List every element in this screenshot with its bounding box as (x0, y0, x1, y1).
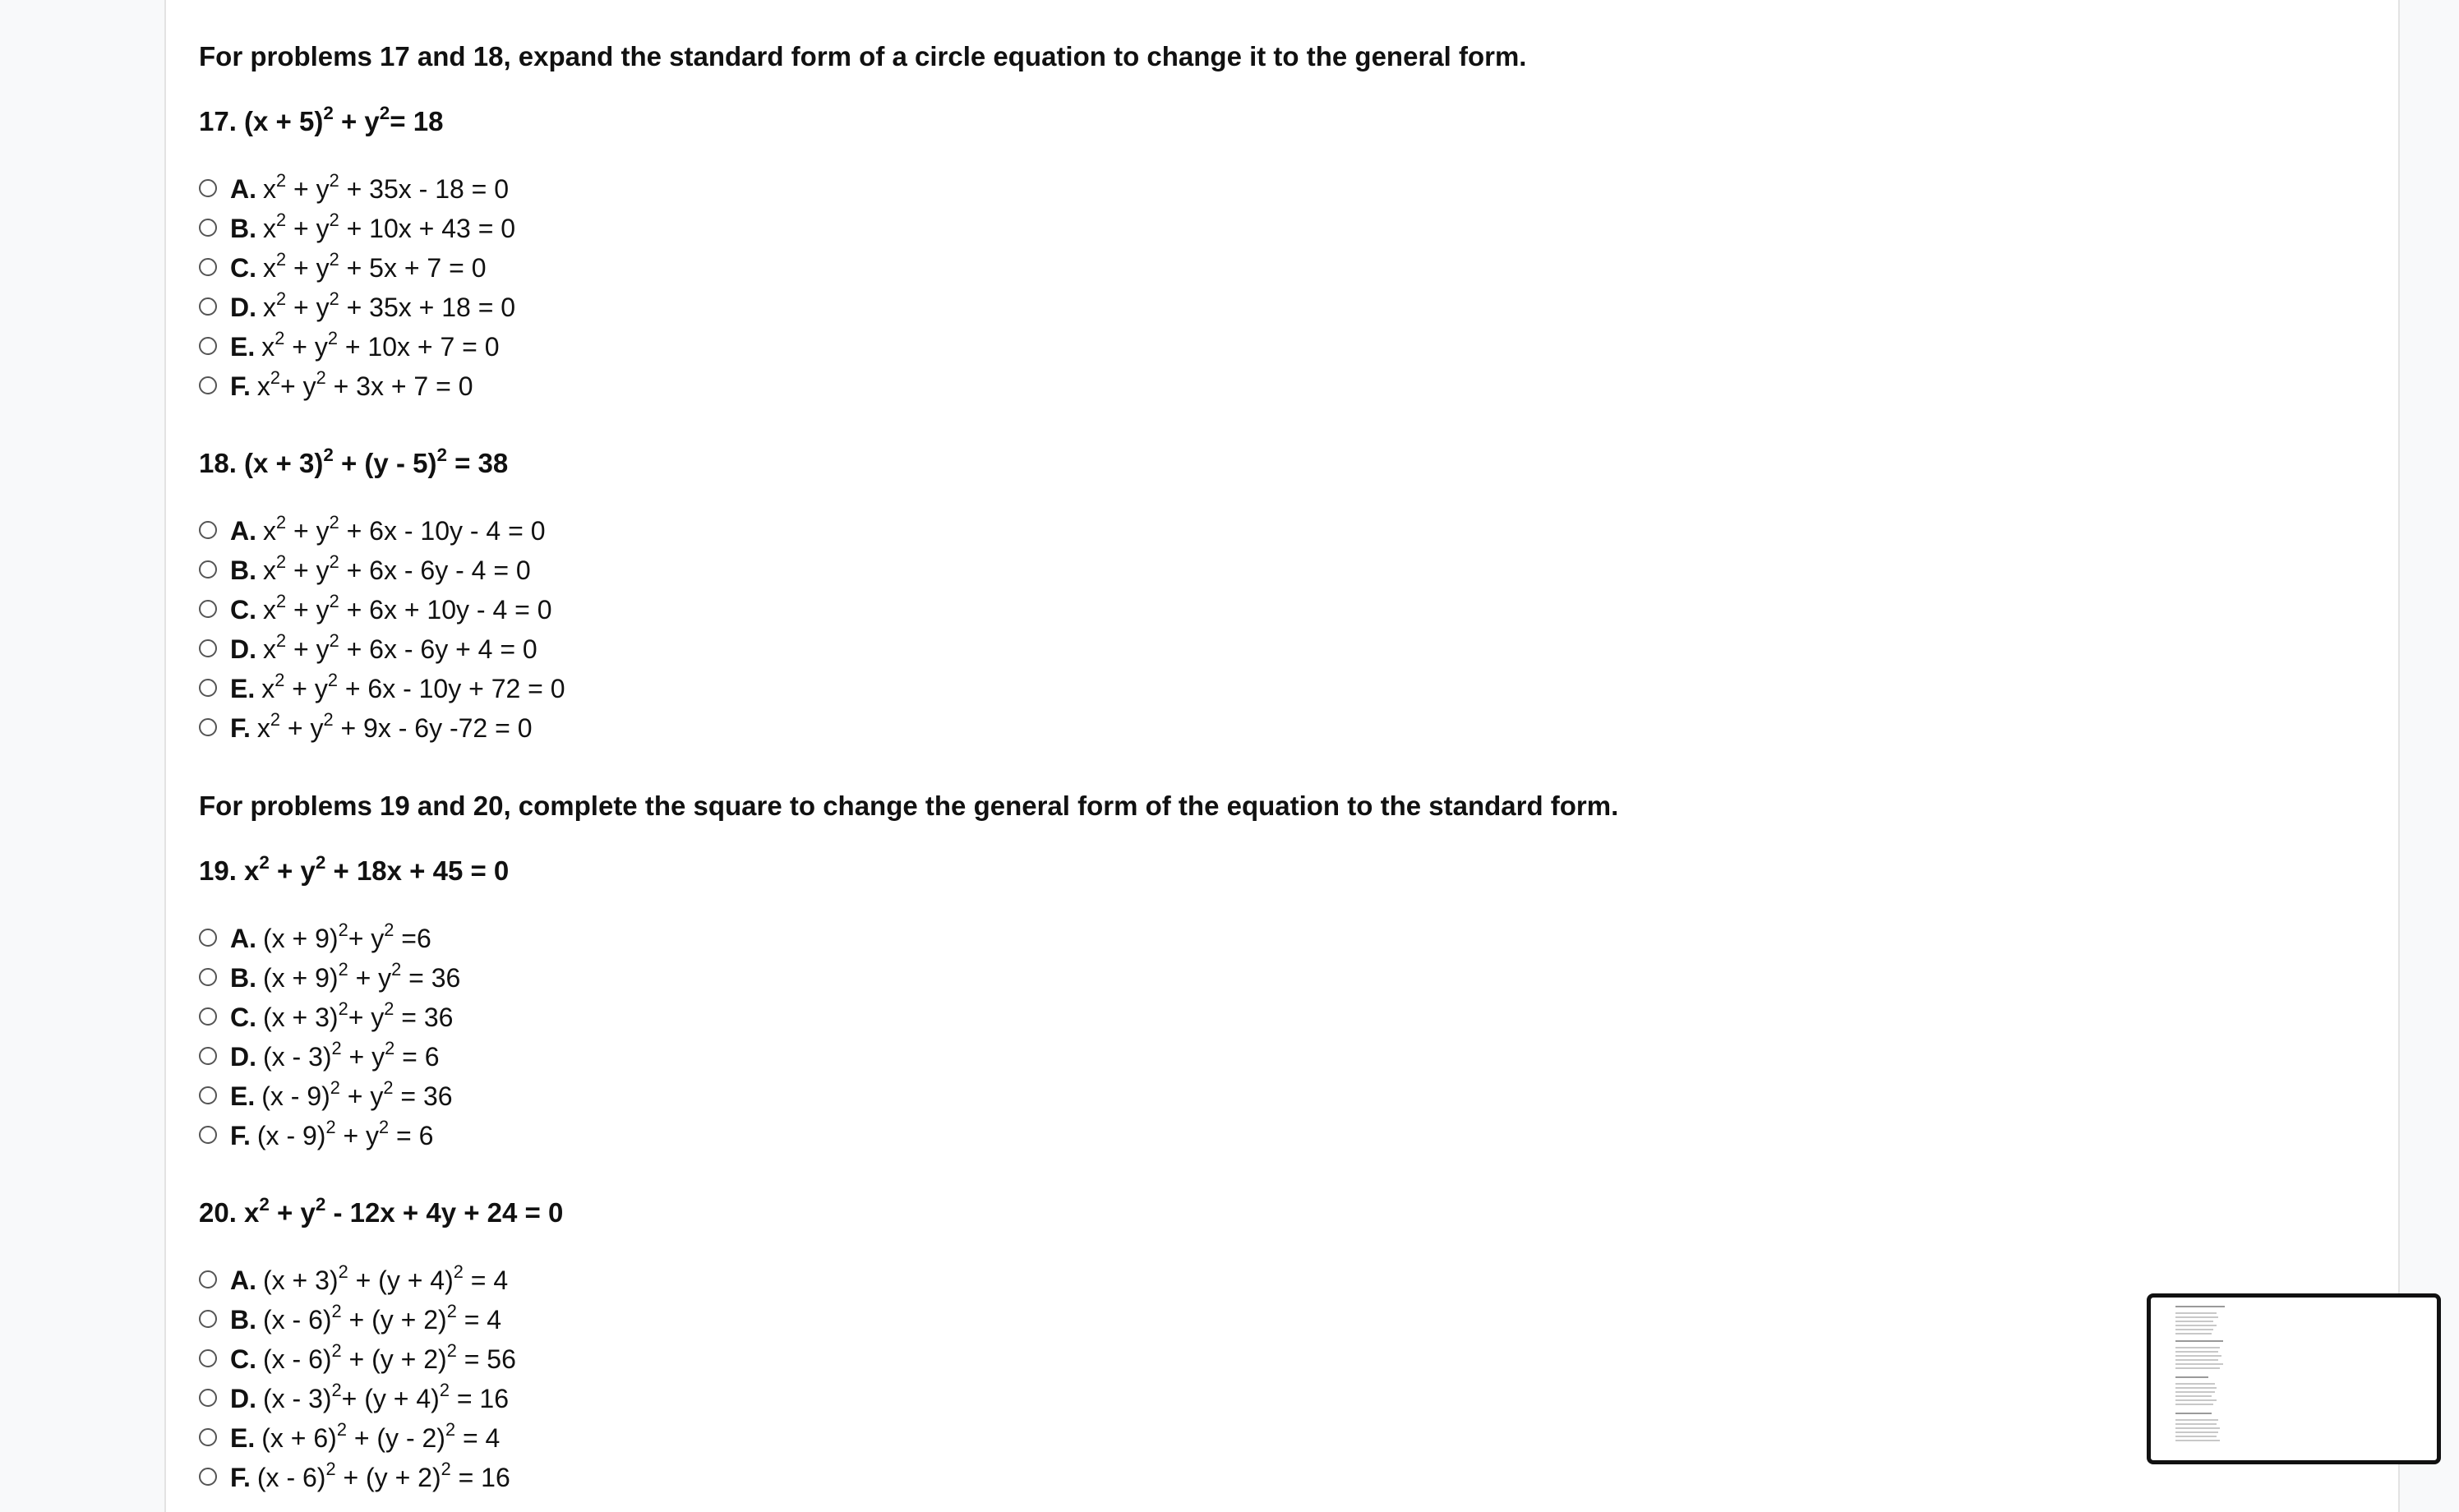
radio-button[interactable] (199, 1389, 217, 1407)
option-text: $(x - 6)^2 + (y + 2)^2 = 4$ (263, 1300, 502, 1335)
option-text: $(x + 3)^2+ y^2 = 36$ (263, 998, 454, 1032)
option-text: $(x - 6)^2 + (y + 2)^2 = 56$ (263, 1339, 516, 1374)
radio-button[interactable] (199, 718, 217, 736)
option-19a[interactable]: A. $(x + 9)^2+ y^2 =6$ (199, 919, 460, 958)
question-18-options (199, 511, 565, 748)
option-text: $x^2 + y^2 + 6x - 6y + 4 = 0$ (263, 629, 537, 664)
option-text: $x^2 + y^2 + 6x - 6y - 4 = 0$ (263, 551, 531, 585)
option-20f[interactable]: F. $(x - 6)^2 + (y + 2)^2 = 16$ (199, 1458, 516, 1497)
radio-button[interactable] (199, 600, 217, 618)
option-19d[interactable]: D. $(x - 3)^2 + y^2 = 6$ (199, 1037, 460, 1076)
option-19f[interactable]: F. $(x - 9)^2 + y^2 = 6$ (199, 1116, 460, 1155)
option-text: $x^2 + y^2 + 9x - 6y$ -72 = 0 (256, 708, 533, 743)
radio-button[interactable] (199, 929, 217, 947)
radio-button[interactable] (199, 337, 217, 355)
question-20-options (199, 1261, 516, 1497)
option-18a[interactable]: A. $x^2 + y^2 + 6x - 10y - 4 = 0$ (199, 511, 565, 551)
radio-button[interactable] (199, 679, 217, 697)
radio-button[interactable] (199, 1126, 217, 1144)
option-text: $x^2 + y^2 + 5x + 7 = 0$ (263, 248, 487, 283)
radio-button[interactable] (199, 968, 217, 986)
option-20c[interactable]: C. $(x - 6)^2 + (y + 2)^2 = 56$ (199, 1339, 516, 1379)
document-page (164, 0, 2400, 1512)
option-20a[interactable]: A. $(x + 3)^2 + (y + 4)^2 = 4$ (199, 1261, 516, 1300)
option-17f[interactable]: F. $x^2+ y^2 + 3x + 7 = 0$ (199, 366, 515, 406)
radio-button[interactable] (199, 639, 217, 657)
option-text: $x^2 + y^2 + 6x + 10y - 4 = 0$ (263, 590, 552, 625)
option-text: $x^2+ y^2 + 3x + 7 = 0$ (256, 366, 473, 401)
radio-button[interactable] (199, 1047, 217, 1065)
option-18e[interactable]: E. $x^2 + y^2 + 6x - 10y + 72 = 0$ (199, 669, 565, 708)
question-17-options (199, 169, 515, 406)
option-20b[interactable]: B. $(x - 6)^2 + (y + 2)^2 = 4$ (199, 1300, 516, 1339)
question-19-options (199, 919, 460, 1155)
page-thumbnail-navigator[interactable] (2147, 1293, 2441, 1464)
radio-button[interactable] (199, 1310, 217, 1328)
option-text: $(x + 3)^2 + (y + 4)^2 = 4$ (263, 1261, 509, 1295)
option-text: $(x - 6)^2 + (y + 2)^2 = 16$ (256, 1458, 510, 1492)
option-19c[interactable]: C. $(x + 3)^2+ y^2 = 36$ (199, 998, 460, 1037)
radio-button[interactable] (199, 1349, 217, 1367)
radio-button[interactable] (199, 1468, 217, 1486)
question-18-stem: 18. $(x + 3)^2 + (y - 5)^2 = 38$ (199, 444, 509, 478)
radio-button[interactable] (199, 258, 217, 276)
option-18b[interactable]: B. $x^2 + y^2 + 6x - 6y - 4 = 0$ (199, 551, 565, 590)
option-text: $(x - 9)^2 + y^2 = 36$ (261, 1076, 453, 1111)
radio-button[interactable] (199, 297, 217, 316)
radio-button[interactable] (199, 1086, 217, 1104)
option-18d[interactable]: D. $x^2 + y^2 + 6x - 6y + 4 = 0$ (199, 629, 565, 669)
option-text: $(x + 9)^2+ y^2 =6$ (263, 919, 431, 953)
option-text: $(x - 3)^2+ (y + 4)^2 = 16$ (263, 1379, 509, 1413)
instructions-19-20: For problems 19 and 20, complete the square to change the general form of the equation to the standard form. (199, 791, 1619, 821)
option-text: $x^2 + y^2 + 6x - 10y - 4 = 0$ (263, 511, 546, 546)
option-20d[interactable]: D. $(x - 3)^2+ (y + 4)^2 = 16$ (199, 1379, 516, 1418)
option-text: $x^2 + y^2 + 35x - 18 = 0$ (263, 169, 510, 204)
radio-button[interactable] (199, 179, 217, 197)
option-text: $x^2 + y^2 + 10x + 43 = 0$ (263, 209, 516, 243)
radio-button[interactable] (199, 1007, 217, 1026)
option-17a[interactable]: A. $x^2 + y^2 + 35x - 18 = 0$ (199, 169, 515, 209)
option-text: $(x + 6)^2 + (y - 2)^2 = 4$ (261, 1418, 501, 1453)
option-text: $(x - 3)^2 + y^2 = 6$ (263, 1037, 440, 1072)
radio-button[interactable] (199, 1270, 217, 1288)
question-20-stem: 20. $x^2 + y^2 - 12x + 4y + 24 = 0$ (199, 1193, 564, 1228)
instructions-17-18: For problems 17 and 18, expand the standard form of a circle equation to change it to the general form. (199, 41, 1527, 71)
option-18f[interactable]: F. $x^2 + y^2 + 9x - 6y$ -72 = 0 (199, 708, 565, 748)
option-text: $x^2 + y^2 + 6x - 10y + 72 = 0$ (261, 669, 565, 703)
option-20e[interactable]: E. $(x + 6)^2 + (y - 2)^2 = 4$ (199, 1418, 516, 1458)
radio-button[interactable] (199, 521, 217, 539)
option-text: $(x + 9)^2 + y^2 = 36$ (263, 958, 461, 993)
option-17c[interactable]: C. $x^2 + y^2 + 5x + 7 = 0$ (199, 248, 515, 288)
option-text: $x^2 + y^2 + 35x + 18 = 0$ (263, 288, 516, 322)
option-text: $(x - 9)^2 + y^2 = 6$ (256, 1116, 434, 1150)
option-18c[interactable]: C. $x^2 + y^2 + 6x + 10y - 4 = 0$ (199, 590, 565, 629)
option-19b[interactable]: B. $(x + 9)^2 + y^2 = 36$ (199, 958, 460, 998)
option-text: $x^2 + y^2 + 10x + 7 = 0$ (261, 327, 500, 362)
option-17d[interactable]: D. $x^2 + y^2 + 35x + 18 = 0$ (199, 288, 515, 327)
question-17-stem: 17. $(x + 5)^2 + y^2= 18$ (199, 102, 444, 136)
radio-button[interactable] (199, 1428, 217, 1446)
question-19-stem: 19. $x^2 + y^2 + 18x + 45 = 0$ (199, 851, 510, 886)
option-19e[interactable]: E. $(x - 9)^2 + y^2 = 36$ (199, 1076, 460, 1116)
radio-button[interactable] (199, 219, 217, 237)
radio-button[interactable] (199, 560, 217, 579)
option-17b[interactable]: B. $x^2 + y^2 + 10x + 43 = 0$ (199, 209, 515, 248)
radio-button[interactable] (199, 376, 217, 394)
option-17e[interactable]: E. $x^2 + y^2 + 10x + 7 = 0$ (199, 327, 515, 366)
